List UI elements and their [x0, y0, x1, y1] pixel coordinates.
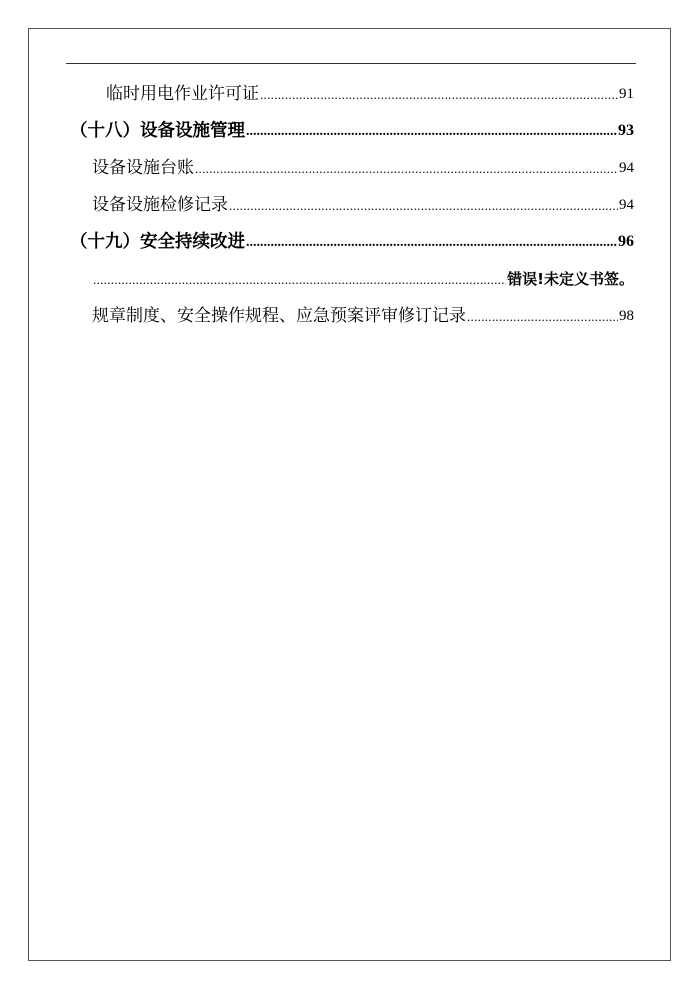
- toc-dot-leader: [229, 198, 618, 218]
- toc-entry-rules-review-records[interactable]: [70, 292, 634, 329]
- toc-section-continuous-improvement[interactable]: [70, 218, 634, 255]
- toc-dot-leader: [93, 272, 506, 292]
- toc-entry-equipment-maintenance-records[interactable]: [70, 181, 634, 218]
- toc-entry-title: （十八）设备设施管理: [70, 121, 245, 141]
- toc-entry-title: 规章制度、安全操作规程、应急预案评审修订记录: [92, 306, 466, 326]
- toc-dot-leader: [195, 161, 618, 181]
- toc-page-number: 91: [619, 86, 634, 102]
- toc-entry-title: 设备设施台账: [92, 158, 194, 178]
- toc-dot-leader: [246, 235, 617, 255]
- toc-entry-temporary-power-permit[interactable]: [70, 70, 634, 107]
- toc-dot-leader: [260, 87, 618, 107]
- toc-page-number: 93: [618, 122, 634, 139]
- toc-entry-title: 临时用电作业许可证: [106, 84, 259, 104]
- toc-entry-equipment-ledger[interactable]: [70, 144, 634, 181]
- toc-bookmark-error-text: 错误!未定义书签。: [507, 270, 634, 288]
- toc-entry-title: （十九）安全持续改进: [70, 232, 245, 252]
- toc-page-number: 94: [619, 160, 634, 176]
- toc-page-number: 94: [619, 197, 634, 213]
- toc-dot-leader: [467, 309, 618, 329]
- toc-page-number: 96: [618, 233, 634, 250]
- toc-entry-bookmark-error[interactable]: [70, 255, 634, 292]
- toc-section-equipment-management[interactable]: [70, 107, 634, 144]
- toc-dot-leader: [246, 124, 617, 144]
- table-of-contents: [70, 70, 634, 329]
- toc-entry-title: 设备设施检修记录: [92, 195, 228, 215]
- header-rule: [66, 63, 636, 64]
- toc-page-number: 98: [619, 308, 634, 324]
